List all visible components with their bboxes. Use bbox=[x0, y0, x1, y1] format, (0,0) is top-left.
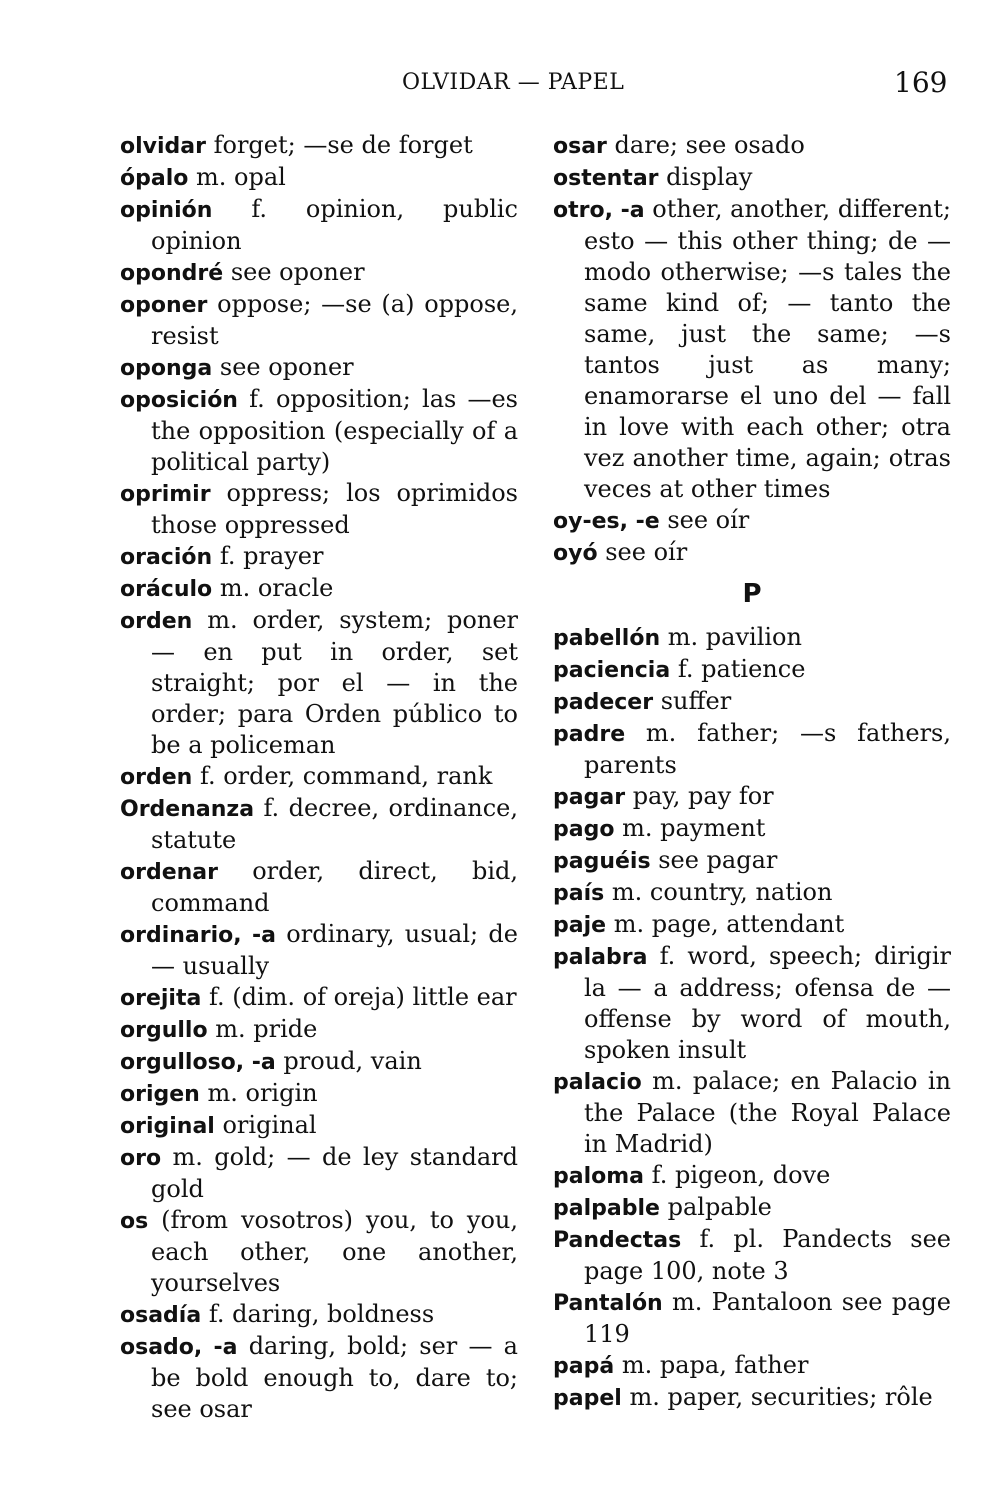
entry-definition: f. prayer bbox=[219, 542, 324, 570]
entry-definition: m. order, system; poner — en put in order, set straight; por el — in the order; para Orden público to be a policeman bbox=[151, 606, 518, 759]
entry-definition: m. opal bbox=[196, 163, 286, 191]
dictionary-entry bbox=[120, 1299, 518, 1331]
entry-headword: papel bbox=[553, 1386, 622, 1411]
entry-headword: paciencia bbox=[553, 658, 671, 683]
entry-definition: order, direct, bid, command bbox=[151, 857, 518, 917]
entry-headword: paje bbox=[553, 913, 607, 938]
dictionary-entry bbox=[553, 1224, 951, 1287]
entry-headword: pago bbox=[553, 817, 615, 842]
entry-definition: f. (dim. of oreja) little ear bbox=[208, 983, 517, 1011]
dictionary-entry bbox=[120, 1078, 518, 1110]
entry-definition: display bbox=[666, 163, 753, 191]
entry-definition: (from vosotros) you, to you, each other, one another, yourselves bbox=[151, 1206, 518, 1297]
dictionary-entry bbox=[553, 718, 951, 781]
entry-definition: pay, pay for bbox=[632, 782, 774, 810]
entry-definition: f. order, command, rank bbox=[199, 762, 493, 790]
dictionary-entry bbox=[120, 162, 518, 194]
entry-headword: orgulloso, -a bbox=[120, 1050, 276, 1075]
entry-headword: oponer bbox=[120, 293, 208, 318]
entry-headword: oposición bbox=[120, 388, 238, 413]
left-column bbox=[120, 130, 518, 1425]
entry-definition: suffer bbox=[660, 687, 732, 715]
dictionary-entry bbox=[553, 622, 951, 654]
entry-definition: m. oracle bbox=[219, 574, 334, 602]
entry-definition: f. pl. Pandects see page 100, note 3 bbox=[584, 1225, 951, 1285]
entry-definition: m. page, attendant bbox=[613, 910, 845, 938]
dictionary-entry bbox=[120, 1205, 518, 1299]
entry-headword: ópalo bbox=[120, 166, 189, 191]
dictionary-entry bbox=[553, 781, 951, 813]
entry-definition: see oponer bbox=[230, 258, 365, 286]
entry-definition: m. papa, father bbox=[621, 1351, 809, 1379]
entry-definition: f. opposition; las —es the opposition (especially of a political party) bbox=[151, 385, 518, 476]
right-column-top bbox=[553, 130, 951, 569]
entry-headword: opondré bbox=[120, 261, 224, 286]
dictionary-entry bbox=[553, 1160, 951, 1192]
entry-definition: m. payment bbox=[622, 814, 766, 842]
entry-headword: oprimir bbox=[120, 482, 211, 507]
entry-definition: f. patience bbox=[677, 655, 806, 683]
entry-headword: orden bbox=[120, 765, 193, 790]
entry-headword: oyó bbox=[553, 541, 598, 566]
entry-headword: origen bbox=[120, 1082, 200, 1107]
entry-headword: país bbox=[553, 881, 605, 906]
dictionary-entry bbox=[120, 384, 518, 478]
dictionary-entry bbox=[120, 573, 518, 605]
entry-definition: f. pigeon, dove bbox=[651, 1161, 831, 1189]
entry-definition: ordinary, usual; de — usually bbox=[151, 920, 518, 980]
entry-headword: oponga bbox=[120, 356, 213, 381]
entry-headword: pabellón bbox=[553, 626, 661, 651]
dictionary-entry bbox=[120, 289, 518, 352]
dictionary-entry bbox=[120, 478, 518, 541]
dictionary-entry bbox=[553, 194, 951, 505]
dictionary-entry bbox=[120, 919, 518, 982]
page-number: 169 bbox=[894, 66, 948, 99]
dictionary-entry bbox=[553, 686, 951, 718]
entry-headword: pagar bbox=[553, 785, 626, 810]
entry-headword: orgullo bbox=[120, 1018, 208, 1043]
dictionary-entry bbox=[120, 194, 518, 257]
entry-headword: osado, -a bbox=[120, 1335, 238, 1360]
dictionary-entry bbox=[120, 761, 518, 793]
entry-headword: padecer bbox=[553, 690, 654, 715]
entry-definition: m. gold; — de ley standard gold bbox=[151, 1143, 518, 1203]
entry-headword: oración bbox=[120, 545, 213, 570]
right-column bbox=[553, 130, 951, 1414]
entry-definition: palpable bbox=[667, 1193, 772, 1221]
dictionary-entry bbox=[120, 1046, 518, 1078]
dictionary-entry bbox=[120, 1331, 518, 1425]
section-letter: P bbox=[742, 579, 762, 609]
entry-headword: osadía bbox=[120, 1303, 202, 1328]
entry-headword: paguéis bbox=[553, 849, 651, 874]
entry-headword: oy-es, -e bbox=[553, 509, 660, 534]
entry-definition: forget; —se de forget bbox=[213, 131, 473, 159]
entry-definition: m. paper, securities; rôle bbox=[629, 1383, 933, 1411]
entry-definition: see oponer bbox=[219, 353, 354, 381]
dictionary-entry bbox=[120, 352, 518, 384]
entry-headword: olvidar bbox=[120, 134, 206, 159]
dictionary-entry bbox=[553, 654, 951, 686]
entry-definition: m. origin bbox=[207, 1079, 318, 1107]
entry-headword: palabra bbox=[553, 945, 648, 970]
entry-definition: dare; see osado bbox=[614, 131, 805, 159]
dictionary-entry bbox=[120, 982, 518, 1014]
entry-headword: padre bbox=[553, 722, 626, 747]
entry-definition: proud, vain bbox=[283, 1047, 422, 1075]
dictionary-entry bbox=[120, 1142, 518, 1205]
entry-headword: oro bbox=[120, 1146, 162, 1171]
dictionary-entry bbox=[120, 130, 518, 162]
dictionary-entry bbox=[553, 1382, 951, 1414]
dictionary-entry bbox=[553, 1287, 951, 1350]
entry-headword: otro, -a bbox=[553, 198, 645, 223]
entry-definition: see pagar bbox=[658, 846, 778, 874]
dictionary-entry bbox=[120, 541, 518, 573]
running-head: OLVIDAR — PAPEL bbox=[402, 70, 625, 95]
dictionary-entry bbox=[553, 1066, 951, 1160]
dictionary-entry bbox=[553, 877, 951, 909]
entry-definition: m. palace; en Palacio in the Palace (the Royal Palace in Madrid) bbox=[584, 1067, 951, 1158]
dictionary-entry bbox=[120, 1014, 518, 1046]
dictionary-entry bbox=[120, 257, 518, 289]
dictionary-entry bbox=[553, 1350, 951, 1382]
page-header bbox=[0, 66, 1000, 106]
entry-headword: orden bbox=[120, 609, 193, 634]
entry-headword: opinión bbox=[120, 198, 213, 223]
entry-headword: ostentar bbox=[553, 166, 659, 191]
dictionary-entry bbox=[120, 605, 518, 761]
dictionary-entry bbox=[553, 162, 951, 194]
entry-definition: other, another, different; esto — this other thing; de — modo otherwise; —s tales the same kind of; — tanto the same, just the same; —s tantos just as many; enamorarse el uno del — fall in love with each other; otra vez another time, again; otras veces at other times bbox=[584, 195, 951, 503]
dictionary-entry bbox=[120, 793, 518, 856]
entry-headword: orejita bbox=[120, 986, 202, 1011]
entry-headword: original bbox=[120, 1114, 215, 1139]
entry-headword: os bbox=[120, 1209, 149, 1234]
entry-definition: f. decree, ordinance, statute bbox=[151, 794, 518, 854]
entry-definition: m. pride bbox=[215, 1015, 318, 1043]
entry-headword: osar bbox=[553, 134, 607, 159]
dictionary-entry bbox=[553, 505, 951, 537]
entry-headword: ordinario, -a bbox=[120, 923, 276, 948]
entry-headword: oráculo bbox=[120, 577, 213, 602]
entry-definition: f. daring, boldness bbox=[208, 1300, 435, 1328]
entry-definition: m. father; —s fathers, parents bbox=[584, 719, 951, 779]
entry-definition: original bbox=[222, 1111, 317, 1139]
entry-headword: Pandectas bbox=[553, 1228, 682, 1253]
entry-definition: see oír bbox=[667, 506, 750, 534]
entry-definition: f. word, speech; dirigir la — a address; ofensa de — offense by word of mouth, spoken insult bbox=[584, 942, 951, 1064]
dictionary-entry bbox=[553, 941, 951, 1066]
entry-definition: oppress; los oprimidos those oppressed bbox=[151, 479, 518, 539]
dictionary-entry bbox=[553, 537, 951, 569]
dictionary-entry bbox=[553, 909, 951, 941]
entry-definition: oppose; —se (a) oppose, resist bbox=[151, 290, 518, 350]
entry-definition: f. opinion, public opinion bbox=[151, 195, 518, 255]
dictionary-entry bbox=[553, 1192, 951, 1224]
entry-definition: m. Pantaloon see page 119 bbox=[584, 1288, 951, 1348]
entry-headword: palacio bbox=[553, 1070, 642, 1095]
entry-definition: daring, bold; ser — a be bold enough to, dare to; see osar bbox=[151, 1332, 518, 1423]
dictionary-entry bbox=[553, 813, 951, 845]
entry-headword: ordenar bbox=[120, 860, 218, 885]
dictionary-entry bbox=[553, 845, 951, 877]
entry-headword: paloma bbox=[553, 1164, 645, 1189]
entry-headword: papá bbox=[553, 1354, 615, 1379]
entry-definition: m. pavilion bbox=[667, 623, 802, 651]
entry-headword: palpable bbox=[553, 1196, 660, 1221]
entry-headword: Pantalón bbox=[553, 1291, 663, 1316]
entry-definition: m. country, nation bbox=[611, 878, 833, 906]
dictionary-entry bbox=[120, 1110, 518, 1142]
dictionary-entry bbox=[120, 856, 518, 919]
entry-headword: Ordenanza bbox=[120, 797, 255, 822]
entry-definition: see oír bbox=[605, 538, 688, 566]
right-column-bottom bbox=[553, 622, 951, 1414]
dictionary-entry bbox=[553, 130, 951, 162]
